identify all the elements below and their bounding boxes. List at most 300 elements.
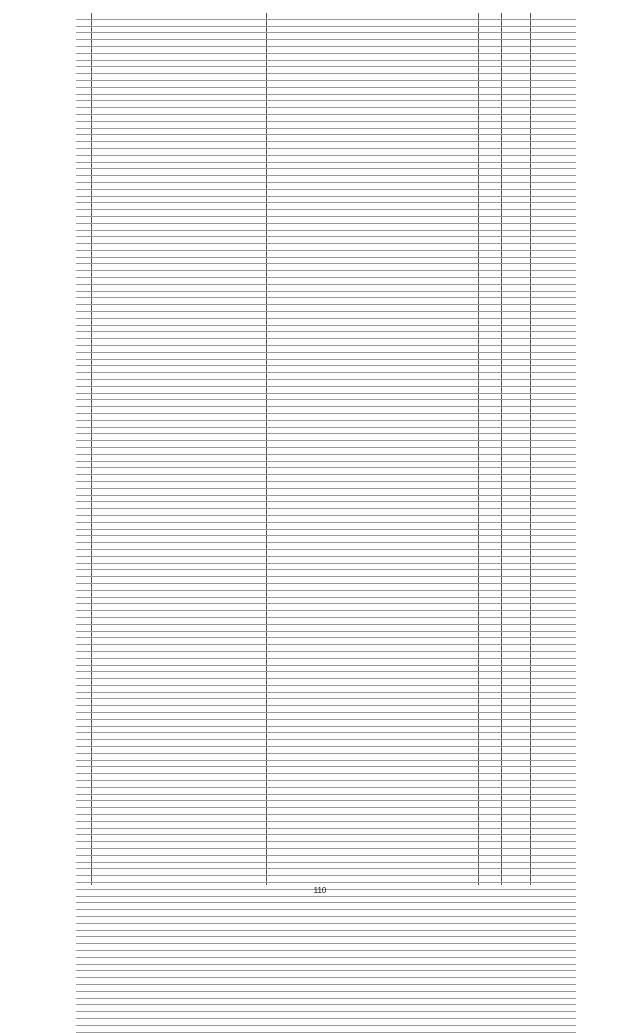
table-cell-work <box>268 101 478 107</box>
table-cell-work <box>268 217 478 223</box>
table-cell-period <box>536 441 576 447</box>
table-cell-work <box>268 672 478 678</box>
table-row <box>76 897 576 904</box>
table-cell-year <box>481 679 499 685</box>
table-cell-num <box>76 863 90 869</box>
table-cell-ext <box>510 400 524 406</box>
table-cell-ext <box>510 298 524 304</box>
table-cell-work <box>268 169 478 175</box>
table-cell-num <box>76 652 90 658</box>
table-row <box>76 129 576 136</box>
table-cell-year <box>481 183 499 189</box>
table-cell-ext <box>510 244 524 250</box>
table-cell-period <box>536 264 576 270</box>
table-cell-gap <box>206 815 261 821</box>
table-cell-year <box>481 897 499 903</box>
table-cell-ext <box>510 611 524 617</box>
table-cell-addr <box>93 217 203 223</box>
table-cell-gap <box>206 666 261 672</box>
table-cell-work <box>268 428 478 434</box>
table-row <box>76 54 576 61</box>
table-cell-addr <box>93 686 203 692</box>
table-cell-year <box>481 699 499 705</box>
table-cell-num <box>76 761 90 767</box>
table-cell-ext <box>510 163 524 169</box>
table-row <box>76 197 576 204</box>
table-row <box>76 679 576 686</box>
table-cell-num <box>76 917 90 923</box>
table-cell-ext <box>510 101 524 107</box>
table-cell-period <box>536 156 576 162</box>
table-row <box>76 598 576 605</box>
table-cell-num <box>76 197 90 203</box>
table-cell-gap <box>206 20 261 26</box>
table-cell-num <box>76 849 90 855</box>
table-cell-addr <box>93 931 203 937</box>
table-cell-period <box>536 876 576 882</box>
table-cell-period <box>536 699 576 705</box>
table-cell-work <box>268 353 478 359</box>
table-row <box>76 88 576 95</box>
table-row <box>76 686 576 693</box>
table-cell-period <box>536 604 576 610</box>
table-cell-addr <box>93 353 203 359</box>
table-cell-year <box>481 502 499 508</box>
table-cell-work <box>268 13 478 19</box>
table-cell-addr <box>93 788 203 794</box>
table-cell-num <box>76 869 90 875</box>
table-cell-num <box>76 298 90 304</box>
table-row <box>76 319 576 326</box>
table-cell-work <box>268 122 478 128</box>
table-cell-gap <box>206 699 261 705</box>
table-cell-work <box>268 407 478 413</box>
table-cell-num <box>76 1026 90 1032</box>
table-cell-year <box>481 20 499 26</box>
table-cell-work <box>268 740 478 746</box>
table-row <box>76 176 576 183</box>
table-cell-ext <box>510 965 524 971</box>
table-cell-year <box>481 774 499 780</box>
table-cell-work <box>268 625 478 631</box>
table-cell-period <box>536 319 576 325</box>
table-cell-addr <box>93 163 203 169</box>
table-cell-num <box>76 353 90 359</box>
table-cell-work <box>268 951 478 957</box>
table-cell-work <box>268 251 478 257</box>
table-cell-gap <box>206 693 261 699</box>
table-cell-work <box>268 754 478 760</box>
table-cell-period <box>536 332 576 338</box>
table-row <box>76 292 576 299</box>
table-cell-addr <box>93 33 203 39</box>
table-cell-num <box>76 360 90 366</box>
table-cell-gap <box>206 149 261 155</box>
table-row <box>76 652 576 659</box>
table-cell-num <box>76 421 90 427</box>
table-row <box>76 917 576 924</box>
table-cell-year <box>481 937 499 943</box>
table-cell-gap <box>206 536 261 542</box>
table-cell-period <box>536 1026 576 1032</box>
table-cell-addr <box>93 149 203 155</box>
table-cell-work <box>268 394 478 400</box>
table-cell-ext <box>510 618 524 624</box>
table-row <box>76 203 576 210</box>
table-cell-work <box>268 373 478 379</box>
table-cell-ext <box>510 428 524 434</box>
table-cell-year <box>481 917 499 923</box>
table-cell-ext <box>510 829 524 835</box>
table-cell-work <box>268 720 478 726</box>
table-cell-ext <box>510 122 524 128</box>
table-cell-num <box>76 829 90 835</box>
table-cell-gap <box>206 801 261 807</box>
table-cell-addr <box>93 944 203 950</box>
table-cell-num <box>76 339 90 345</box>
table-cell-gap <box>206 604 261 610</box>
table-cell-period <box>536 897 576 903</box>
table-cell-ext <box>510 360 524 366</box>
table-cell-ext <box>510 897 524 903</box>
table-cell-work <box>268 747 478 753</box>
table-cell-gap <box>206 543 261 549</box>
table-cell-num <box>76 679 90 685</box>
table-cell-period <box>536 197 576 203</box>
table-row <box>76 829 576 836</box>
table-cell-addr <box>93 618 203 624</box>
table-cell-num <box>76 577 90 583</box>
table-cell-ext <box>510 264 524 270</box>
table-cell-addr <box>93 666 203 672</box>
table-cell-year <box>481 305 499 311</box>
table-cell-gap <box>206 761 261 767</box>
table-cell-period <box>536 611 576 617</box>
table-row <box>76 944 576 951</box>
table-cell-num <box>76 27 90 33</box>
table-row <box>76 183 576 190</box>
table-cell-num <box>76 448 90 454</box>
table-cell-ext <box>510 992 524 998</box>
table-cell-work <box>268 815 478 821</box>
table-row <box>76 407 576 414</box>
table-cell-period <box>536 781 576 787</box>
table-cell-work <box>268 163 478 169</box>
table-cell-gap <box>206 278 261 284</box>
table-cell-num <box>76 366 90 372</box>
table-cell-addr <box>93 441 203 447</box>
table-cell-num <box>76 638 90 644</box>
table-row <box>76 543 576 550</box>
table-cell-work <box>268 40 478 46</box>
table-cell-work <box>268 496 478 502</box>
table-cell-gap <box>206 1019 261 1025</box>
table-cell-ext <box>510 373 524 379</box>
table-cell-addr <box>93 645 203 651</box>
table-cell-gap <box>206 244 261 250</box>
table-cell-ext <box>510 849 524 855</box>
table-row <box>76 971 576 978</box>
table-cell-year <box>481 224 499 230</box>
table-cell-year <box>481 625 499 631</box>
table-cell-period <box>536 910 576 916</box>
table-cell-period <box>536 971 576 977</box>
table-cell-addr <box>93 20 203 26</box>
table-cell-gap <box>206 965 261 971</box>
table-cell-period <box>536 33 576 39</box>
table-cell-year <box>481 387 499 393</box>
table-cell-gap <box>206 428 261 434</box>
table-cell-period <box>536 917 576 923</box>
table-row <box>76 373 576 380</box>
table-row <box>76 142 576 149</box>
table-cell-addr <box>93 210 203 216</box>
table-cell-addr <box>93 13 203 19</box>
table-cell-period <box>536 822 576 828</box>
table-cell-addr <box>93 530 203 536</box>
table-cell-ext <box>510 61 524 67</box>
table-row <box>76 530 576 537</box>
table-cell-year <box>481 115 499 121</box>
table-cell-num <box>76 754 90 760</box>
table-cell-num <box>76 88 90 94</box>
table-row <box>76 61 576 68</box>
table-cell-num <box>76 67 90 73</box>
table-row <box>76 298 576 305</box>
table-cell-work <box>268 849 478 855</box>
table-row <box>76 937 576 944</box>
table-cell-period <box>536 468 576 474</box>
table-cell-num <box>76 33 90 39</box>
table-cell-ext <box>510 346 524 352</box>
table-cell-gap <box>206 74 261 80</box>
table-cell-year <box>481 360 499 366</box>
table-cell-work <box>268 536 478 542</box>
table-cell-year <box>481 801 499 807</box>
table-cell-year <box>481 1019 499 1025</box>
table-cell-year <box>481 822 499 828</box>
table-cell-addr <box>93 197 203 203</box>
table-cell-gap <box>206 346 261 352</box>
table-cell-period <box>536 373 576 379</box>
table-cell-addr <box>93 251 203 257</box>
table-row <box>76 149 576 156</box>
table-cell-gap <box>206 231 261 237</box>
table-cell-gap <box>206 584 261 590</box>
table-cell-gap <box>206 380 261 386</box>
table-cell-year <box>481 795 499 801</box>
table-cell-ext <box>510 835 524 841</box>
table-cell-gap <box>206 611 261 617</box>
table-cell-year <box>481 61 499 67</box>
table-cell-addr <box>93 604 203 610</box>
table-cell-num <box>76 231 90 237</box>
table-cell-addr <box>93 224 203 230</box>
table-cell-addr <box>93 81 203 87</box>
table-cell-gap <box>206 632 261 638</box>
table-cell-ext <box>510 999 524 1005</box>
table-cell-work <box>268 115 478 121</box>
table-cell-ext <box>510 305 524 311</box>
table-cell-ext <box>510 47 524 53</box>
table-cell-ext <box>510 876 524 882</box>
table-cell-gap <box>206 400 261 406</box>
table-cell-num <box>76 217 90 223</box>
table-cell-ext <box>510 1026 524 1032</box>
table-cell-addr <box>93 611 203 617</box>
table-cell-ext <box>510 339 524 345</box>
table-cell-ext <box>510 754 524 760</box>
table-row <box>76 951 576 958</box>
table-row <box>76 360 576 367</box>
table-cell-period <box>536 931 576 937</box>
table-cell-work <box>268 339 478 345</box>
table-cell-addr <box>93 176 203 182</box>
table-cell-work <box>268 81 478 87</box>
table-cell-year <box>481 1026 499 1032</box>
table-cell-gap <box>206 958 261 964</box>
table-cell-period <box>536 428 576 434</box>
table-cell-num <box>76 625 90 631</box>
table-cell-addr <box>93 135 203 141</box>
table-cell-num <box>76 332 90 338</box>
table-cell-work <box>268 876 478 882</box>
table-cell-ext <box>510 20 524 26</box>
table-row <box>76 761 576 768</box>
table-cell-addr <box>93 502 203 508</box>
table-cell-period <box>536 210 576 216</box>
table-cell-year <box>481 380 499 386</box>
table-cell-addr <box>93 523 203 529</box>
table-cell-work <box>268 829 478 835</box>
table-cell-work <box>268 509 478 515</box>
table-cell-num <box>76 971 90 977</box>
table-cell-ext <box>510 231 524 237</box>
table-cell-work <box>268 611 478 617</box>
table-cell-period <box>536 353 576 359</box>
table-cell-year <box>481 142 499 148</box>
table-cell-num <box>76 903 90 909</box>
table-cell-gap <box>206 434 261 440</box>
table-cell-period <box>536 564 576 570</box>
table-cell-addr <box>93 462 203 468</box>
table-cell-addr <box>93 727 203 733</box>
table-cell-year <box>481 611 499 617</box>
table-cell-ext <box>510 706 524 712</box>
table-cell-num <box>76 101 90 107</box>
table-cell-addr <box>93 856 203 862</box>
table-cell-gap <box>206 394 261 400</box>
table-cell-year <box>481 326 499 332</box>
table-cell-addr <box>93 407 203 413</box>
table-cell-period <box>536 88 576 94</box>
table-cell-gap <box>206 863 261 869</box>
table-cell-year <box>481 577 499 583</box>
table-cell-ext <box>510 863 524 869</box>
table-cell-gap <box>206 754 261 760</box>
table-cell-work <box>268 944 478 950</box>
table-cell-work <box>268 550 478 556</box>
table-cell-period <box>536 801 576 807</box>
table-cell-addr <box>93 373 203 379</box>
table-cell-year <box>481 910 499 916</box>
table-cell-ext <box>510 462 524 468</box>
table-cell-ext <box>510 666 524 672</box>
table-cell-gap <box>206 686 261 692</box>
table-cell-year <box>481 992 499 998</box>
table-cell-addr <box>93 747 203 753</box>
table-row <box>76 999 576 1006</box>
table-cell-ext <box>510 33 524 39</box>
table-row <box>76 706 576 713</box>
table-cell-ext <box>510 169 524 175</box>
table-row <box>76 394 576 401</box>
table-cell-work <box>268 27 478 33</box>
table-cell-year <box>481 428 499 434</box>
table-cell-period <box>536 978 576 984</box>
table-row <box>76 611 576 618</box>
table-cell-gap <box>206 502 261 508</box>
table-row <box>76 801 576 808</box>
table-cell-period <box>536 659 576 665</box>
table-cell-gap <box>206 550 261 556</box>
table-cell-gap <box>206 1005 261 1011</box>
table-cell-work <box>268 530 478 536</box>
table-cell-period <box>536 149 576 155</box>
table-cell-ext <box>510 326 524 332</box>
table-cell-addr <box>93 434 203 440</box>
table-row <box>76 237 576 244</box>
table-cell-year <box>481 706 499 712</box>
table-cell-gap <box>206 101 261 107</box>
table-cell-period <box>536 421 576 427</box>
table-cell-period <box>536 298 576 304</box>
table-cell-ext <box>510 1019 524 1025</box>
table-cell-year <box>481 27 499 33</box>
table-cell-addr <box>93 285 203 291</box>
table-cell-work <box>268 360 478 366</box>
table-cell-num <box>76 876 90 882</box>
table-cell-num <box>76 931 90 937</box>
table-cell-ext <box>510 761 524 767</box>
table-cell-addr <box>93 156 203 162</box>
table-cell-period <box>536 292 576 298</box>
table-row <box>76 421 576 428</box>
table-cell-gap <box>206 224 261 230</box>
table-cell-ext <box>510 679 524 685</box>
table-cell-addr <box>93 47 203 53</box>
table-cell-ext <box>510 727 524 733</box>
table-cell-period <box>536 747 576 753</box>
table-cell-gap <box>206 387 261 393</box>
table-cell-year <box>481 448 499 454</box>
table-cell-ext <box>510 278 524 284</box>
table-cell-period <box>536 598 576 604</box>
table-cell-addr <box>93 305 203 311</box>
table-cell-year <box>481 496 499 502</box>
table-cell-ext <box>510 224 524 230</box>
table-cell-addr <box>93 625 203 631</box>
table-cell-num <box>76 713 90 719</box>
table-cell-gap <box>206 767 261 773</box>
table-cell-gap <box>206 455 261 461</box>
table-cell-year <box>481 618 499 624</box>
table-row <box>76 985 576 992</box>
table-cell-period <box>536 652 576 658</box>
table-cell-year <box>481 312 499 318</box>
table-cell-addr <box>93 706 203 712</box>
table-cell-num <box>76 536 90 542</box>
